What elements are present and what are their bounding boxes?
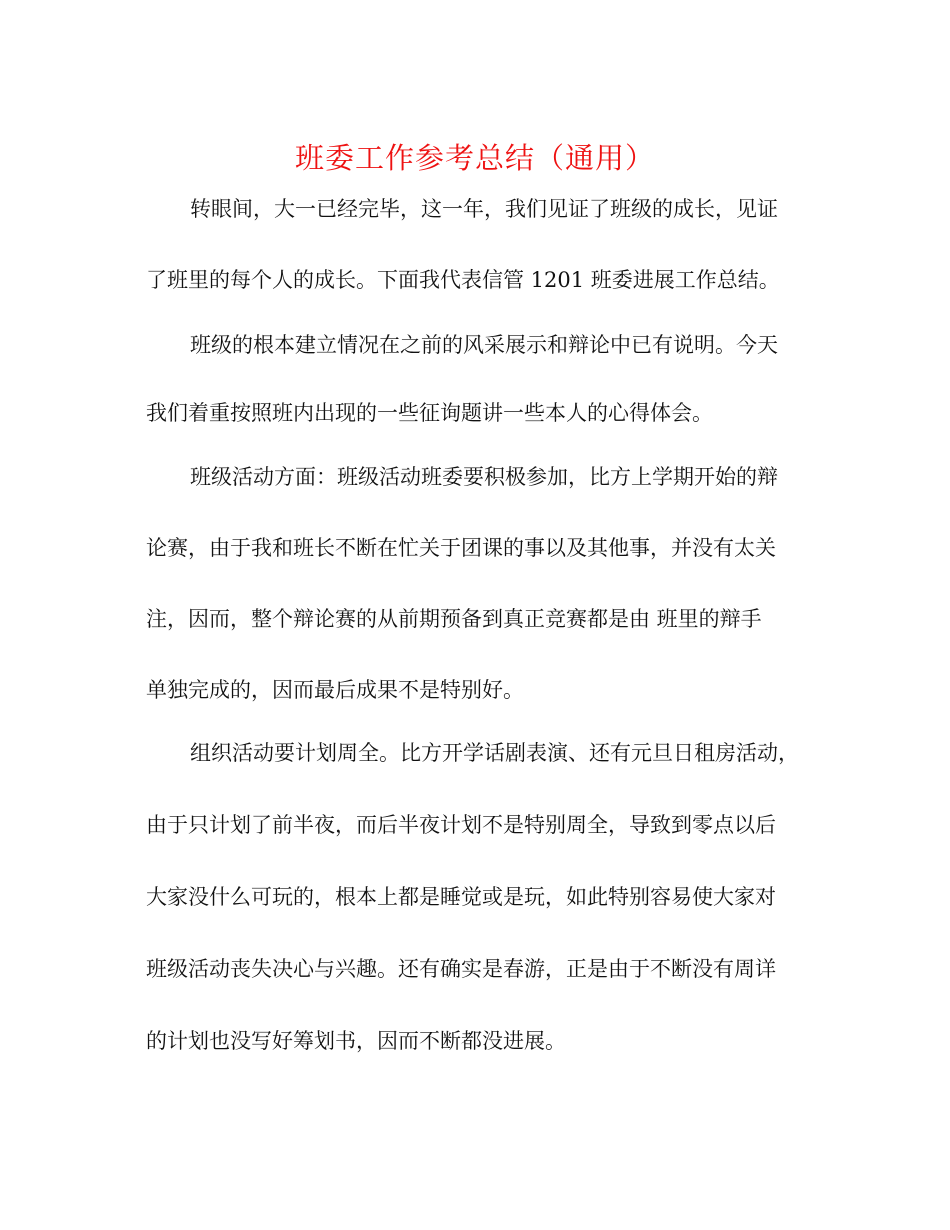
paragraph-2-line-2: 我们着重按照班内出现的一些征询题讲一些本人的心得体会。 bbox=[146, 401, 713, 425]
paragraph-1-line-2: 了班里的每个人的成长。下面我代表信管 1201 班委进展工作总结。 bbox=[146, 268, 780, 292]
paragraph-2-line-1: 班级的根本建立情况在之前的风采展示和辩论中已有说明。今天 bbox=[190, 333, 778, 357]
paragraph-3-line-4: 单独完成的，因而最后成果不是特别好。 bbox=[146, 678, 524, 702]
paragraph-4-line-4: 班级活动丧失决心与兴趣。还有确实是春游，正是由于不断没有周详 bbox=[146, 957, 776, 981]
paragraph-3-line-2: 论赛，由于我和班长不断在忙关于团课的事以及其他事，并没有太关 bbox=[146, 536, 776, 560]
document-title: 班委工作参考总结（通用） bbox=[294, 141, 655, 175]
paragraph-3-line-3: 注，因而，整个辩论赛的从前期预备到真正竞赛都是由 班里的辩手 bbox=[146, 607, 762, 631]
paragraph-4-line-2: 由于只计划了前半夜，而后半夜计划不是特别周全，导致到零点以后 bbox=[146, 813, 776, 837]
paragraph-1-line-1: 转眼间，大一已经完毕，这一年，我们见证了班级的成长，见证 bbox=[190, 197, 778, 221]
paragraph-4-line-1: 组织活动要计划周全。比方开学话剧表演、还有元旦日租房活动， bbox=[190, 741, 799, 765]
paragraph-4-line-3: 大家没什么可玩的，根本上都是睡觉或是玩，如此特别容易使大家对 bbox=[146, 885, 776, 909]
paragraph-4-line-5: 的计划也没写好筹划书，因而不断都没进展。 bbox=[146, 1029, 566, 1053]
paragraph-3-line-1: 班级活动方面：班级活动班委要积极参加，比方上学期开始的辩 bbox=[190, 465, 778, 489]
